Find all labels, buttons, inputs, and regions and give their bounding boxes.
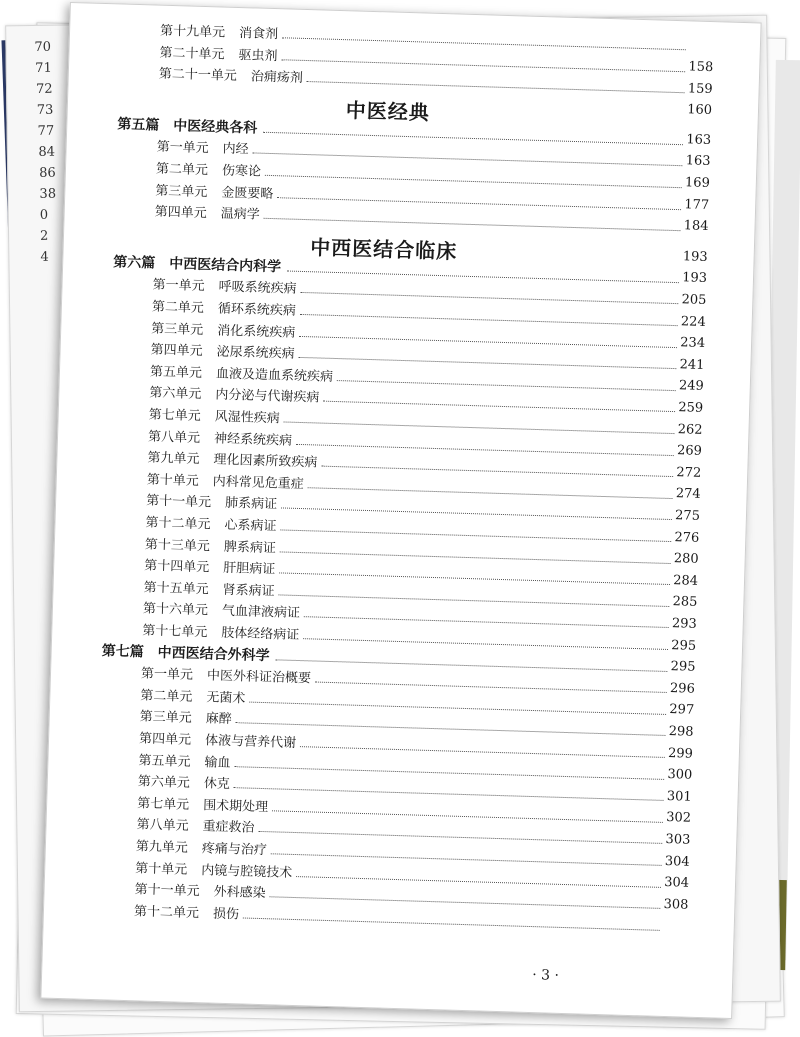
edge-page-number: 38 [39,186,57,202]
edge-page-number: 72 [35,81,53,97]
page-number: 259 [678,400,704,416]
unit-label: 第一单元 [140,666,194,684]
page-number: 159 [687,80,713,97]
page-number: 304 [664,875,690,891]
edge-page-number: 0 [39,207,49,223]
edge-page-number: 2 [39,228,49,244]
unit-title: 肾系病证 [222,582,275,600]
unit-title: 外科感染 [213,884,266,902]
page-number: 205 [681,292,707,308]
unit-title: 伤寒论 [221,163,262,180]
toc-page [37,2,761,1019]
unit-title: 风湿性疾病 [214,409,280,427]
unit-title: 内镜与腔镜技术 [201,862,293,881]
unit-label: 第四单元 [150,342,203,360]
page-folio: · 3 · [532,967,560,984]
unit-title: 肺系病证 [224,496,278,513]
unit-title: 血液及造血系统疾病 [215,366,334,385]
unit-label: 第二十一单元 [158,66,238,85]
unit-title: 脾系病证 [223,539,277,556]
unit-label: 第三单元 [151,321,204,338]
page-number: 272 [676,464,702,481]
unit-label: 第十三单元 [144,537,211,554]
unit-title: 泌尿系统疾病 [216,344,295,362]
unit-label: 第一单元 [156,139,209,157]
unit-title: 休克 [203,776,231,793]
unit-label: 第十九单元 [159,23,226,41]
unit-label: 第十二单元 [133,904,200,921]
page-number: 304 [664,853,690,870]
unit-title: 中医外科证治概要 [206,668,312,687]
unit-label: 第十一单元 [145,493,212,511]
page-number: 284 [672,572,699,589]
edge-page-number: 70 [34,39,52,55]
page-number: 241 [679,357,705,373]
unit-label: 第十单元 [146,472,200,489]
page-number: 303 [665,831,691,848]
unit-label: 第四单元 [138,731,192,748]
unit-title: 肢体经络病证 [221,625,300,644]
unit-title: 麻醉 [205,711,232,728]
page-number: 224 [680,313,706,330]
page-number: 297 [669,702,695,719]
unit-label: 第七单元 [136,796,190,813]
unit-label: 第二单元 [140,688,193,705]
unit-title: 体液与营养代谢 [204,733,297,751]
unit-label: 第八单元 [136,817,189,835]
edge-page-number: 84 [38,144,56,160]
page-number: 169 [684,175,711,192]
page-number: 160 [686,102,713,119]
part-label: 第五篇 [117,116,160,134]
page-number: 249 [678,378,705,395]
unit-title: 治痈疡剂 [250,69,304,87]
unit-label: 第六单元 [137,774,191,792]
page-number: 301 [666,788,692,805]
unit-label: 第九单元 [147,450,200,468]
unit-label: 第三单元 [139,709,192,727]
unit-title: 内分泌与代谢疾病 [215,387,320,406]
unit-title: 重症救治 [202,819,255,837]
unit-label: 第四单元 [154,204,207,222]
unit-title: 无菌术 [206,690,246,707]
unit-label: 第五单元 [138,752,191,770]
page-number: 300 [667,767,693,783]
page-number: 285 [672,594,698,611]
unit-title: 消食剂 [238,25,279,43]
unit-title: 输血 [204,754,231,771]
part-title: 中医经典各科 [159,117,258,137]
page-number: 295 [671,637,697,654]
unit-title: 温病学 [220,206,260,223]
page-number: 163 [685,153,711,170]
unit-label: 第五单元 [149,364,203,381]
unit-label: 第二单元 [151,299,205,317]
page-number: 308 [663,896,689,913]
unit-title: 疼痛与治疗 [201,841,268,859]
unit-label: 第十一单元 [134,882,200,900]
page-number: 234 [680,335,706,352]
edge-page-number: 86 [39,165,56,181]
unit-label: 第八单元 [147,429,201,446]
unit-title: 肝胆病证 [222,560,276,578]
edge-page-number: 71 [35,60,52,76]
unit-title: 循环系统疾病 [217,301,297,319]
unit-label: 第十六单元 [142,601,209,619]
page-number: 302 [665,810,692,827]
page-number: 299 [667,745,694,762]
unit-label: 第十七单元 [142,623,208,641]
page-number: 280 [673,551,699,568]
part-title: 中西医结合外科学 [143,644,270,664]
part-label: 第七篇 [101,642,144,661]
unit-label: 第十四单元 [144,558,210,576]
unit-title: 内经 [222,141,249,158]
page-number: 295 [670,659,696,675]
section-title: 中医经典 [345,97,431,125]
unit-label: 第十五单元 [143,580,209,598]
unit-title: 损伤 [212,906,240,923]
edge-page-number: 4 [40,249,49,265]
edge-page-number: 77 [37,123,55,139]
unit-label: 第二十单元 [159,45,225,63]
part-label: 第六篇 [113,254,156,272]
unit-title: 呼吸系统疾病 [218,279,297,298]
unit-title: 金匮要略 [221,185,274,202]
unit-label: 第一单元 [152,277,205,295]
unit-title: 内科常见危重症 [212,474,304,492]
page-number: 269 [676,443,703,460]
unit-title: 心系病证 [224,517,277,535]
unit-label: 第七单元 [148,407,201,425]
unit-title: 神经系统疾病 [213,431,293,449]
page-number: 293 [671,616,697,632]
page-number: 276 [674,529,700,546]
page-number: 193 [681,270,708,287]
unit-label: 第九单元 [135,839,189,856]
unit-title: 围术期处理 [202,798,269,815]
part-title: 中西医结合内科学 [154,255,282,276]
unit-title: 驱虫剂 [238,47,278,64]
unit-label: 第二单元 [155,161,209,179]
unit-label: 第十单元 [135,860,188,878]
unit-title: 消化系统疾病 [217,323,296,341]
unit-title: 理化因素所致疾病 [213,452,318,471]
page-number: 262 [677,421,703,438]
unit-label: 第六单元 [149,385,202,403]
section-title: 中西医结合临床 [309,234,458,264]
page-number: 274 [675,486,701,503]
page-number: 298 [668,724,694,740]
page-number: 163 [686,132,712,148]
page-number: 193 [682,249,708,265]
page-number: 184 [683,218,709,235]
page-number: 296 [669,680,696,697]
unit-label: 第十二单元 [145,515,211,533]
edge-page-number: 73 [36,102,54,118]
unit-label: 第三单元 [155,183,208,200]
page-number: 275 [674,508,701,524]
page-number: 158 [688,59,714,76]
page-number: 177 [684,196,710,213]
unit-title: 气血津液病证 [221,604,301,622]
